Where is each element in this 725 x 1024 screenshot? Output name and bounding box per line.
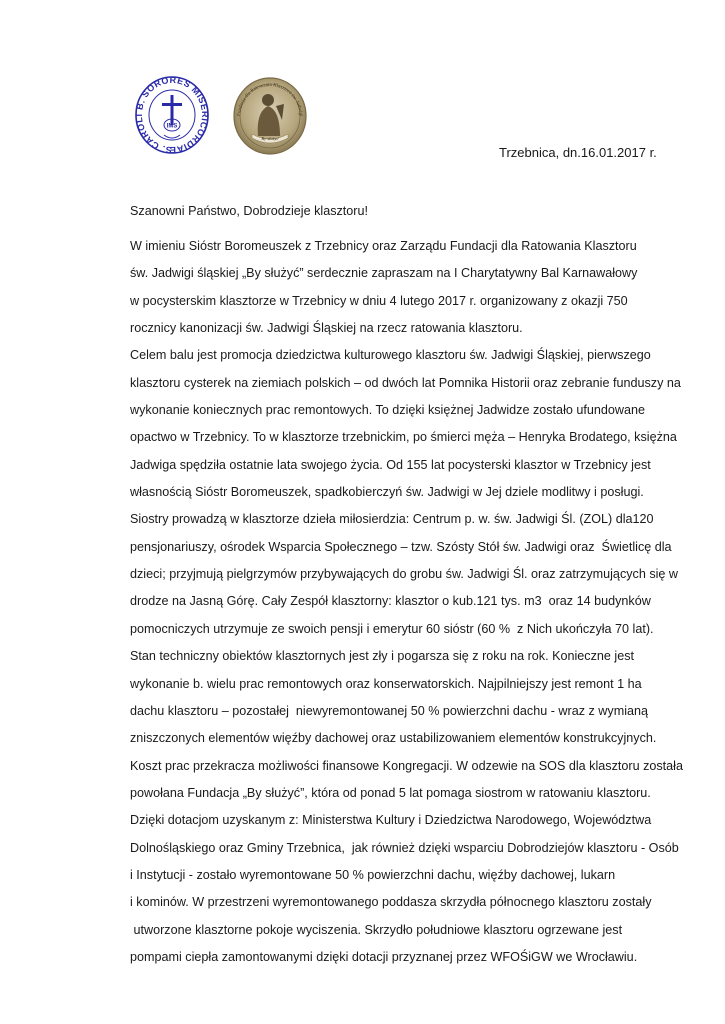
body-line: opactwo w Trzebnicy. To w klasztorze trzebnickim, po śmierci męża – Henryka Brodatego, księżna <box>130 430 677 445</box>
body-line: i Instytucji - zostało wyremontowane 50 % powierzchni dachu, więźby dachowej, lukarn <box>130 867 616 882</box>
body-line: W imieniu Sióstr Boromeuszek z Trzebnicy oraz Zarządu Fundacji dla Ratowania Klasztoru <box>130 239 637 253</box>
body-line: pompami ciepła zamontowanymi dzięki dotacji przyznanej przez WFOŚiGW we Wrocławiu. <box>130 949 638 964</box>
place-and-date: Trzebnica, dn.16.01.2017 r. <box>499 145 657 160</box>
body-line: Siostry prowadzą w klasztorze dzieła miłosierdzia: Centrum p. w. św. Jadwigi Śl. (ZOL) dla120 <box>130 512 654 527</box>
foundation-motto: By służyć <box>261 135 279 141</box>
body-line: klasztoru cysterek na ziemiach polskich – od dwóch lat Pomnika Historii oraz zebranie funduszy na <box>130 375 681 390</box>
body-line: Jadwiga spędziła ostatnie lata swojego życia. Od 155 lat pocysterski klasztor w Trzebnicy jest <box>130 457 651 472</box>
body-line: wykonanie koniecznych prac remontowych. To dzięki księżnej Jadwidze zostało ufundowane <box>130 403 645 418</box>
sisters-seal-logo <box>134 75 210 155</box>
seal-ring-text: S. CAROLI B. SORORES MISERICORDIAE <box>134 75 210 155</box>
body-line: Celem balu jest promocja dziedzictwa kulturowego klasztoru św. Jadwigi Śląskiej, pierwszego <box>130 348 651 363</box>
body-line: Dolnośląskiego oraz Gminy Trzebnica, jak również dzięki wsparciu Dobrodziejów klasztoru - Osób <box>130 840 679 855</box>
body-line: utworzone klasztorne pokoje wyciszenia. Skrzydło południowe klasztoru ogrzewane jest <box>130 922 623 937</box>
body-line: pomocniczych utrzymuje ze swoich pensji i emerytur 60 sióstr (60 % z Nich ukończyła 70 lat). <box>130 621 654 636</box>
body-line: zniszczonych elementów więźby dachowej oraz ustabilizowaniem elementów konstrukcyjnych. <box>130 731 657 746</box>
body-line: dzieci; przyjmują pielgrzymów przybywających do grobu św. Jadwigi Śl. oraz zatrzymujących się w <box>130 567 679 582</box>
seal-monogram: IMS <box>166 123 178 130</box>
letter-body <box>130 233 683 971</box>
body-line: św. Jadwigi śląskiej „By służyć” serdecznie zapraszam na I Charytatywny Bal Karnawałowy <box>130 266 638 281</box>
letter-greeting: Szanowni Państwo, Dobrodzieje klasztoru! <box>130 204 369 218</box>
body-line: własnością Sióstr Boromeuszek, spadkobierczyń św. Jadwigi w Jej dziele modlitwy i posługi. <box>130 485 644 500</box>
body-line: dachu klasztoru – pozostałej niewyremontowanej 50 % powierzchni dachu - wraz z wymianą <box>130 703 648 718</box>
body-line: rocznicy kanonizacji św. Jadwigi Śląskiej na rzecz ratowania klasztoru. <box>130 321 523 336</box>
body-line: Koszt prac przekracza możliwości finansowe Kongregacji. W odzewie na SOS dla klasztoru została <box>130 758 683 773</box>
foundation-ring-text: Fundacja dla Ratowania Klasztoru św. Jadwigi <box>237 82 303 117</box>
body-line: Stan techniczny obiektów klasztornych jest zły i pogarsza się z roku na rok. Konieczne jest <box>130 649 634 664</box>
body-line: Dzięki dotacjom uzyskanym z: Ministerstwa Kultury i Dziedzictwa Narodowego, Województwa <box>130 813 652 828</box>
body-line: i kominów. W przestrzeni wyremontowanego poddasza skrzydła północnego klasztoru zostały <box>130 895 652 910</box>
body-line: drodze na Jasną Górę. Cały Zespół klasztorny: klasztor o kub.121 tys. m3 oraz 14 budynków <box>130 594 651 609</box>
foundation-seal-logo <box>232 76 308 156</box>
body-line: w pocysterskim klasztorze w Trzebnicy w dniu 4 lutego 2017 r. organizowany z okazji 750 <box>130 293 628 308</box>
body-line: pensjonariuszy, ośrodek Wsparcia Społecznego – tzw. Szósty Stół św. Jadwigi oraz Świetlicę dla <box>130 539 672 554</box>
body-line: powołana Fundacja „By służyć”, która od ponad 5 lat pomaga siostrom w ratowaniu klasztoru. <box>130 785 651 800</box>
body-line: wykonanie b. wielu prac remontowych oraz konserwatorskich. Najpilniejszy jest remont 1 ha <box>130 676 642 691</box>
